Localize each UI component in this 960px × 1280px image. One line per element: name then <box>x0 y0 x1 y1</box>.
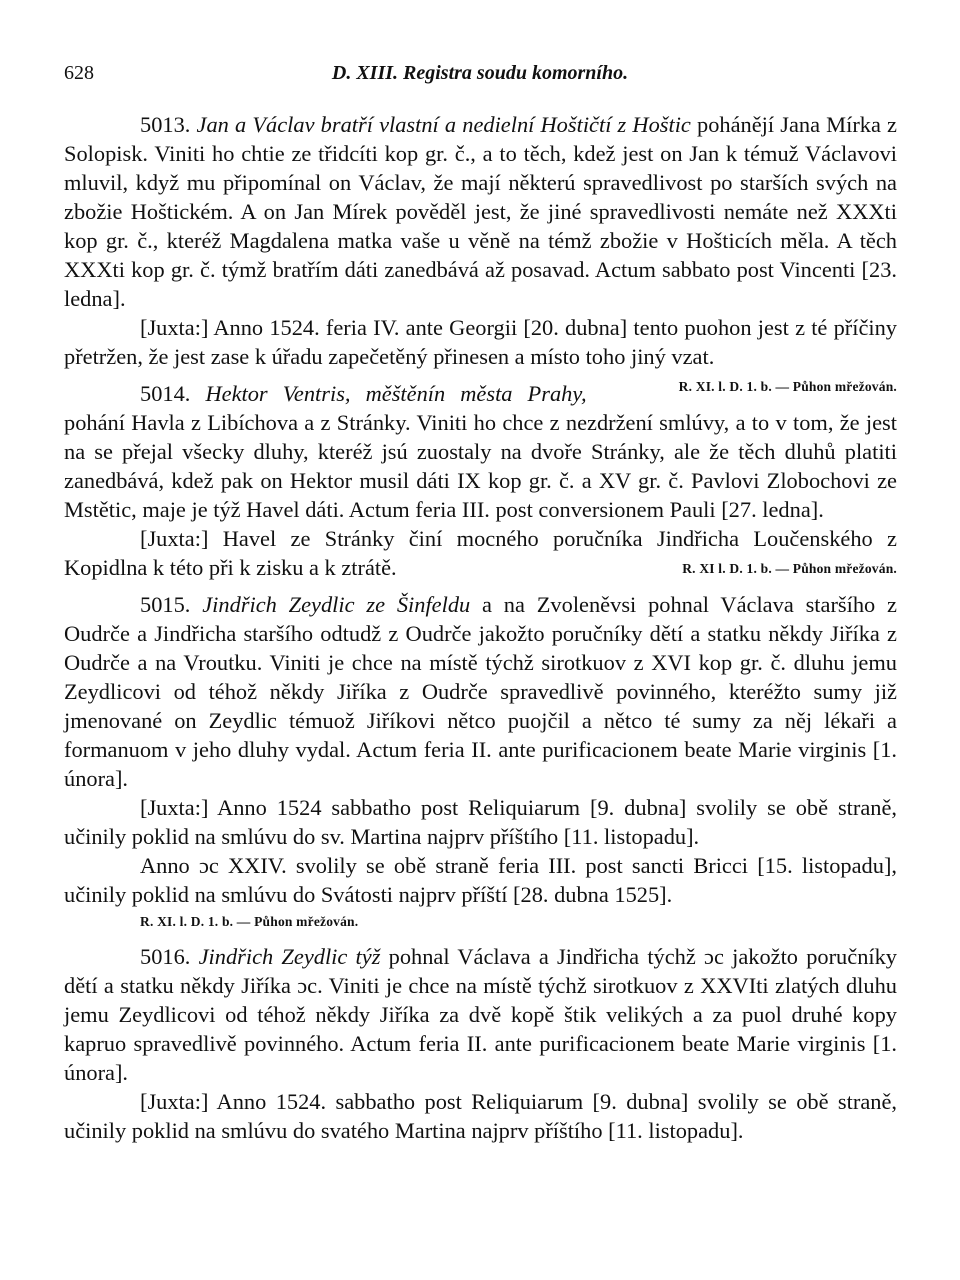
entry-number: 5014. <box>140 381 191 406</box>
running-title: D. XIII. Registra soudu komorního. <box>331 62 629 84</box>
entry-note: [Juxta:] Anno 1524. sabbatho post Reliquiarum [9. dubna] svolily se obě straně, učinily poklid na smlúvu do svatého Martina najprv příštího [11. listopadu]. <box>64 1089 897 1143</box>
entry-parties: Jan a Václav bratří vlastní a nedielní Hoštičtí z Hoštic <box>196 112 691 137</box>
entry-note <box>64 524 897 582</box>
entry-note: [Juxta:] Anno 1524 sabbatho post Reliquiarum [9. dubna] svolily se obě straně, učinily poklid na smlúvu do sv. Martina najprv příštího [11. listopadu]. <box>64 795 897 849</box>
source-reference: R. XI l. D. 1. b. — Půhon mřežován. <box>682 561 897 576</box>
document-body <box>64 110 897 1153</box>
entry-body: pohání Havla z Libíchova a z Stránky. Viniti ho chce z nezdržení smlúvy, a to v tom, že jest na se přejal všecky dluhy, kteréž jsú zuostaly na dvoře Stránky, ale že těch dluhů platiti zanedbává, kdež pak on Hektor musil dáti IX kop gr. č. a XV gr. č. Pavlovi Zlobochovi ze Mstětic, maje je týž Havel dáti. Actum feria III. post conversionem Pauli [27. ledna]. <box>64 410 897 522</box>
entry-body: pohánějí Jana Mírka z Solopisk. Viniti ho chtie ze třidcíti kop gr. č., a to těch, kdež jest on Jan k témuž Václavovi mluvil, když mu připomínal on Václav, že mají některú spravedlivost po starších svých na zbožie Hoštickém. A on Jan Mírek pověděl jest, že jiné spravedlivosti nemáte než XXXti kop gr. č., kteréž Magdalena matka vaše u věně na témž zbožie v Hošticích měla. A těch XXXti kop gr. č. týmž bratřím dáti zanedbává až posavad. Actum sabbato post Vincenti [23. ledna]. <box>64 112 897 311</box>
entry-5016 <box>64 942 897 1145</box>
entry-body: pohnal Václava a Jindřicha týchž ɔc jakožto poručníky dětí a statku někdy Jiříka ɔc. Viniti je chce na místě týchž sirotkuov z XXVIti zlatých dluhu jemu Zeydlicovi od téhož někdy Jiříka za dvě kopě štik velikých a za puol druhé kopy kapruo spravedlivě povinného. Actum feria II. ante purificacionem beate Marie virginis [1. února]. <box>64 944 897 1085</box>
entry-note-2: Anno ɔc XXIV. svolily se obě straně feria III. post sancti Bricci [15. listopadu], učinily poklid na smlúvu do Svátosti najprv příští [28. dubna 1525]. <box>64 853 897 907</box>
entry-number: 5016. <box>140 944 191 969</box>
entry-text <box>64 942 897 1087</box>
entry-text <box>64 590 897 793</box>
page-number: 628 <box>64 62 94 84</box>
note-text: [Juxta:] Havel ze Stránky činí mocného poručníka Jindřicha Loučenského z Kopidlna k této při k zisku a k ztrátě. <box>64 526 897 580</box>
entry-5015 <box>64 590 897 934</box>
entry-body: a na Zvoleněvsi pohnal Václava staršího z Oudrče a Jindřicha staršího odtudž z Oudrče jakožto poručníky dětí a statku někdy Jiříka z Oudrče a na Vroutku. Viniti je chce na místě týchž sirotkuov z XVI kop gr. č. dluhu jemu Zeydlicovi od téhož někdy Jiříka z Oudrče spravedlivě povinného, kteréžto sumy již jmenované on Zeydlic témuož Jiříkovi nětco puojčil a nětco té sumy za něj lékaři a formanuom v jeho dluhy vydal. Actum feria II. ante purificacionem beate Marie virginis [1. února]. <box>64 592 897 791</box>
source-reference: R. XI. l. D. 1. b. — Půhon mřežován. <box>678 379 897 394</box>
entry-number: 5013. <box>140 112 191 137</box>
entry-text <box>64 110 897 313</box>
note-text: [Juxta:] Anno 1524. feria IV. ante Georgii [20. dubna] tento puohon jest z té příčiny přetržen, že jest zase k úřadu zapečetěný přinesen a místo toho jiný vzat. <box>64 315 897 369</box>
entry-5014 <box>64 379 897 582</box>
entry-parties: Jindřich Zeydlic ze Šinfeldu <box>202 592 471 617</box>
entry-parties: Jindřich Zeydlic týž <box>198 944 381 969</box>
entry-number: 5015. <box>140 592 191 617</box>
source-reference: R. XI. l. D. 1. b. — Půhon mřežován. <box>140 914 359 929</box>
entry-parties: Hektor Ventris, měštěnín města Prahy, <box>205 381 587 406</box>
page-header <box>64 62 896 88</box>
